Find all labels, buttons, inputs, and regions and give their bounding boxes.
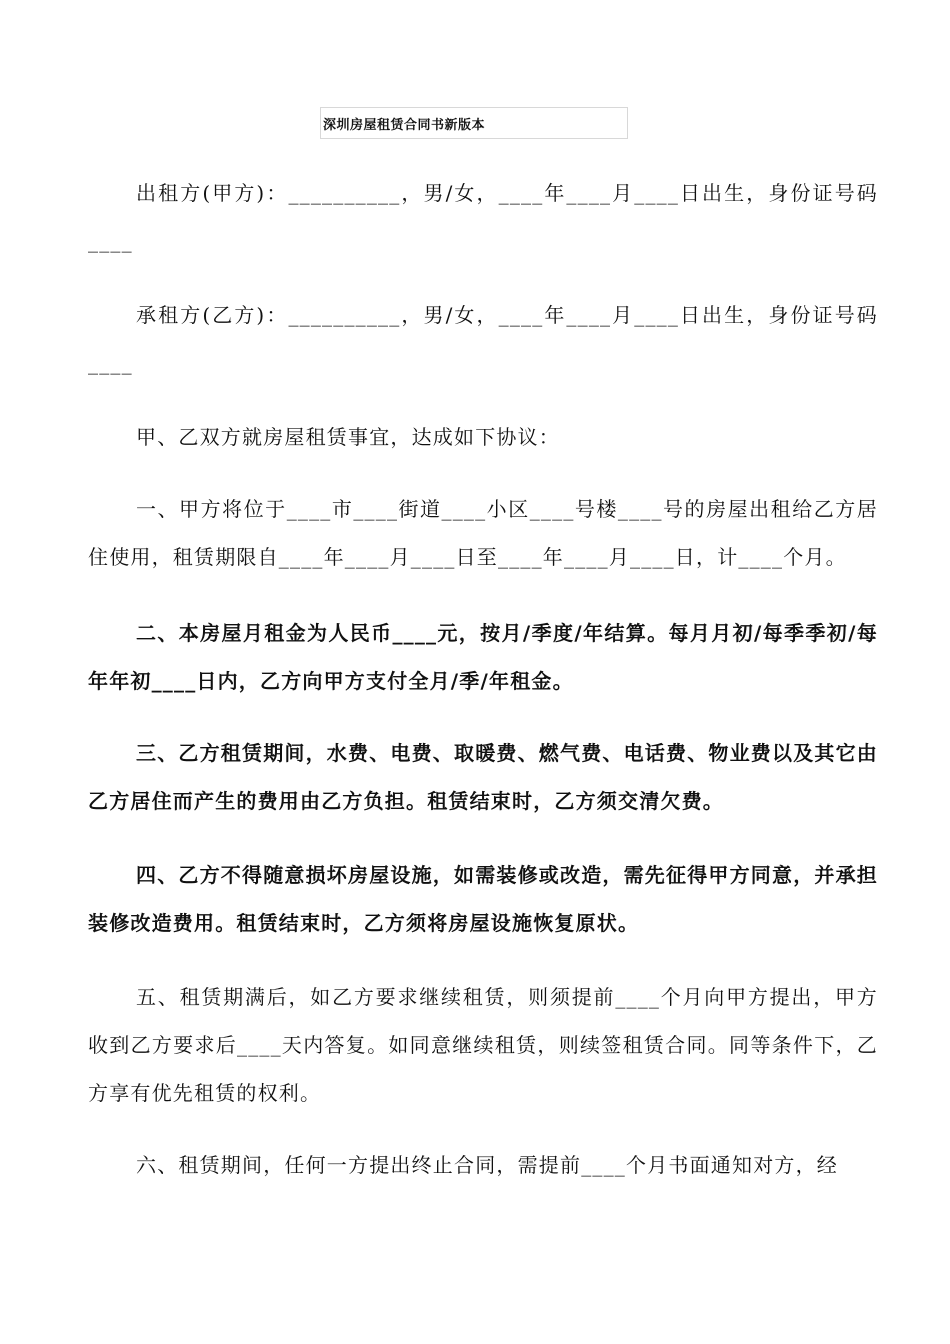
document-title: 深圳房屋租赁合同书新版本	[323, 118, 486, 133]
paragraph-clause-3: 三、乙方租赁期间，水费、电费、取暖费、燃气费、电话费、物业费以及其它由乙方居住而产生的费用由乙方负担。租赁结束时，乙方须交清欠费。	[88, 741, 878, 813]
paragraph-clause-5: 五、租赁期满后，如乙方要求继续租赁，则须提前____个月向甲方提出，甲方收到乙方要求后____天内答复。如同意继续租赁，则续签租赁合同。同等条件下，乙方享有优先租赁的权利。	[88, 985, 878, 1105]
paragraph-agreement-intro: 甲、乙双方就房屋租赁事宜，达成如下协议：	[136, 425, 560, 449]
title-box	[320, 107, 628, 139]
paragraph-clause-1: 一、甲方将位于____市____街道____小区____号楼____号的房屋出租给乙方居住使用，租赁期限自____年____月____日至____年____月____日，计____个月。	[88, 497, 878, 569]
paragraph-clause-6: 六、租赁期间，任何一方提出终止合同，需提前____个月书面通知对方，经	[136, 1153, 838, 1177]
paragraph-clause-2: 二、本房屋月租金为人民币____元，按月/季度/年结算。每月月初/每季季初/每年年初____日内，乙方向甲方支付全月/季/年租金。	[88, 621, 878, 693]
paragraph-lessee: 承租方(乙方)：__________，男/女，____年____月____日出生，身份证号码____	[88, 303, 878, 375]
paragraph-lessor: 出租方(甲方)：__________，男/女，____年____月____日出生，身份证号码____	[88, 181, 878, 253]
paragraph-clause-4: 四、乙方不得随意损坏房屋设施，如需装修或改造，需先征得甲方同意，并承担装修改造费用。租赁结束时，乙方须将房屋设施恢复原状。	[88, 863, 878, 935]
